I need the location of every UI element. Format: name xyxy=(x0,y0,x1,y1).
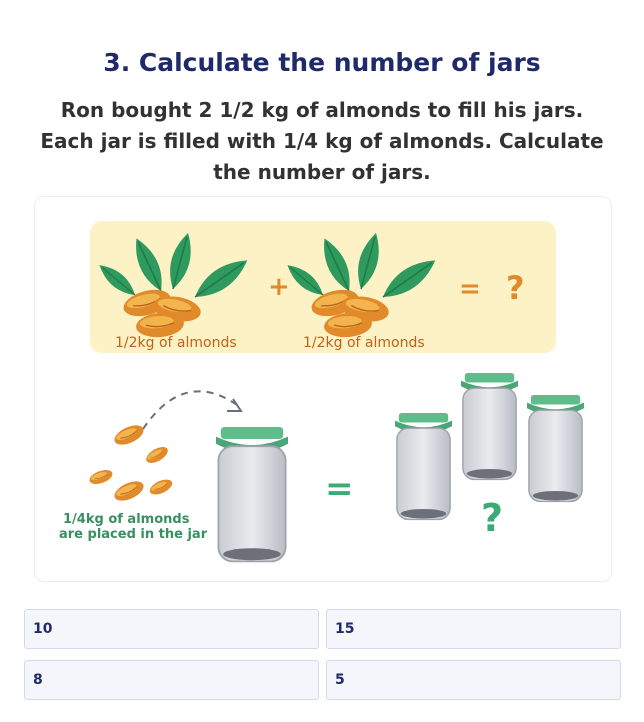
answer-option-4[interactable]: 5 xyxy=(326,660,621,700)
caption-line2: are placed in the jar xyxy=(59,527,208,542)
answer-option-2[interactable]: 15 xyxy=(326,609,621,649)
illustration-card xyxy=(34,196,612,582)
equals-sign: = xyxy=(459,274,481,304)
question-text: Ron bought 2 1/2 kg of almonds to fill his jars. Each jar is filled with 1/4 kg of almonds. Calculate the number of jars. xyxy=(40,98,604,184)
caption-line1: 1/4kg of almonds xyxy=(63,512,190,527)
question-mark-2: ? xyxy=(481,496,504,540)
equals-sign-2: = xyxy=(325,469,354,509)
question-mark: ? xyxy=(506,269,525,307)
answer-option-3[interactable]: 8 xyxy=(24,660,319,700)
jar-image xyxy=(216,427,288,561)
quarter-almonds-image xyxy=(88,421,175,504)
label-left: 1/2kg of almonds xyxy=(115,335,237,351)
answer-option-1[interactable]: 10 xyxy=(24,609,319,649)
question-title: 3. Calculate the number of jars xyxy=(103,48,541,77)
label-right: 1/2kg of almonds xyxy=(303,335,425,351)
dashed-arrow xyxy=(143,391,240,429)
plus-sign: + xyxy=(268,272,290,302)
illustration xyxy=(35,197,611,581)
